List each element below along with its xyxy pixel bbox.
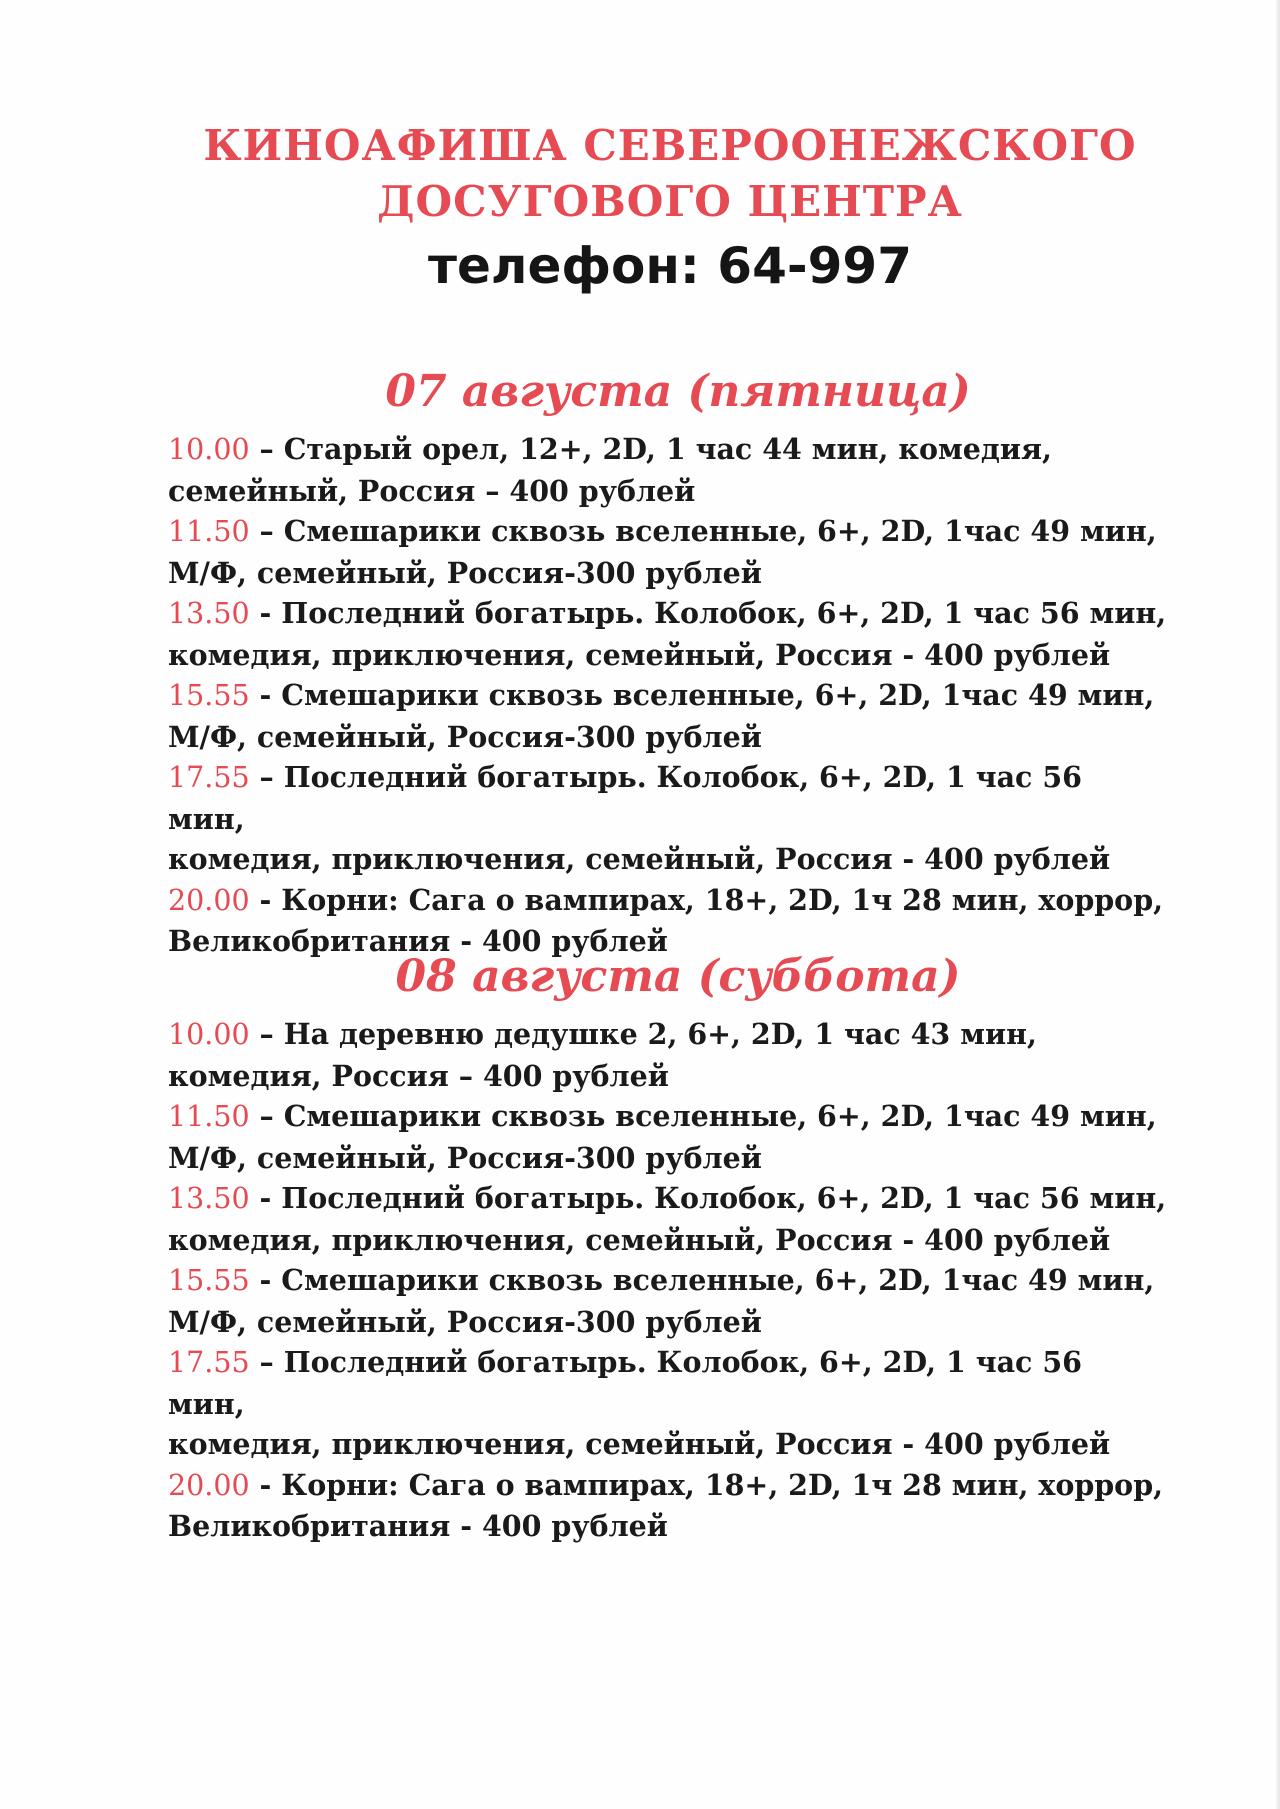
show-details-line1: Последний богатырь. Колобок, 6+, 2D, 1 час 56 мин, bbox=[168, 760, 1082, 836]
separator: – bbox=[249, 1345, 284, 1379]
poster-title-line-1: КИНОАФИША СЕВЕРООНЕЖСКОГО bbox=[203, 121, 1137, 170]
show-details-line2: комедия, приключения, семейный, Россия - 400 рублей bbox=[168, 1427, 1111, 1461]
show-details-line2: М/Ф, семейный, Россия-300 рублей bbox=[168, 1140, 762, 1175]
show-time: 10.00 bbox=[168, 1018, 250, 1051]
separator: – bbox=[249, 760, 284, 794]
show-details-line2: М/Ф, семейный, Россия-300 рублей bbox=[168, 719, 762, 754]
show-details-line1: На деревню дедушке 2, 6+, 2D, 1 час 43 мин, bbox=[283, 1017, 1037, 1051]
showtime-entry bbox=[168, 429, 1168, 511]
show-details-line2: комедия, приключения, семейный, Россия - 400 рублей bbox=[168, 842, 1111, 876]
separator: - bbox=[249, 678, 282, 712]
separator: – bbox=[249, 514, 284, 548]
day-schedule-1 bbox=[168, 363, 1168, 962]
show-time: 20.00 bbox=[168, 883, 250, 917]
show-time: 17.55 bbox=[168, 761, 250, 794]
show-time: 13.50 bbox=[168, 597, 250, 630]
show-details-line1: Старый орел, 12+, 2D, 1 час 44 мин, комедия, bbox=[283, 432, 1052, 466]
show-time: 17.55 bbox=[168, 1346, 250, 1379]
showtime-entry bbox=[168, 1342, 1168, 1465]
show-details-line1: Смешарики сквозь вселенные, 6+, 2D, 1час 49 мин, bbox=[281, 1263, 1155, 1297]
show-time: 15.55 bbox=[168, 679, 250, 712]
show-details-line1: Корни: Сага о вампирах, 18+, 2D, 1ч 28 мин, хоррор, bbox=[281, 1467, 1164, 1502]
show-details-line2: Великобритания - 400 рублей bbox=[168, 1509, 668, 1543]
show-details-line2: комедия, Россия – 400 рублей bbox=[168, 1058, 669, 1093]
showtime-entry bbox=[168, 1465, 1168, 1547]
poster-title-line-2: ДОСУГОВОГО ЦЕНТРА bbox=[377, 177, 963, 226]
separator: - bbox=[249, 1467, 282, 1502]
show-details-line1: Корни: Сага о вампирах, 18+, 2D, 1ч 28 мин, хоррор, bbox=[281, 882, 1164, 917]
day-schedule-2 bbox=[168, 948, 1168, 1547]
show-time: 20.00 bbox=[168, 1468, 250, 1502]
show-time: 10.00 bbox=[168, 433, 250, 466]
show-time: 15.55 bbox=[168, 1264, 250, 1297]
showtime-entry bbox=[168, 1260, 1168, 1342]
show-details-line1: Последний богатырь. Колобок, 6+, 2D, 1 час 56 мин, bbox=[168, 1345, 1082, 1421]
poster-header bbox=[0, 118, 1280, 300]
showtime-entry bbox=[168, 1178, 1168, 1260]
show-details-line2: М/Ф, семейный, Россия-300 рублей bbox=[168, 1304, 762, 1339]
show-details-line1: Последний богатырь. Колобок, 6+, 2D, 1 час 56 мин, bbox=[281, 1181, 1167, 1215]
showtime-entry bbox=[168, 593, 1168, 675]
show-details-line2: Великобритания - 400 рублей bbox=[168, 924, 668, 958]
show-details-line2: комедия, приключения, семейный, Россия - 400 рублей bbox=[168, 637, 1111, 672]
show-details-line1: Смешарики сквозь вселенные, 6+, 2D, 1час 49 мин, bbox=[283, 1099, 1157, 1133]
show-details-line1: Смешарики сквозь вселенные, 6+, 2D, 1час 49 мин, bbox=[281, 678, 1155, 712]
day-title: 07 августа (пятница) bbox=[385, 366, 971, 417]
phone-number: телефон: 64-997 bbox=[427, 237, 913, 295]
showtime-entry bbox=[168, 757, 1168, 880]
show-details-line1: Последний богатырь. Колобок, 6+, 2D, 1 час 56 мин, bbox=[281, 596, 1167, 630]
show-details-line2: М/Ф, семейный, Россия-300 рублей bbox=[168, 555, 762, 590]
showtime-entry bbox=[168, 1096, 1168, 1178]
showtime-entry bbox=[168, 511, 1168, 593]
separator: - bbox=[249, 1263, 282, 1297]
show-details-line2: семейный, Россия – 400 рублей bbox=[168, 473, 696, 508]
separator: - bbox=[249, 882, 282, 917]
separator: – bbox=[249, 432, 284, 466]
show-time: 11.50 bbox=[168, 1100, 250, 1133]
show-time: 13.50 bbox=[168, 1182, 250, 1215]
showtime-entry bbox=[168, 675, 1168, 757]
separator: - bbox=[249, 596, 282, 630]
separator: - bbox=[249, 1181, 282, 1215]
day-title: 08 августа (суббота) bbox=[395, 951, 961, 1002]
separator: – bbox=[249, 1017, 284, 1051]
show-time: 11.50 bbox=[168, 515, 250, 548]
showtime-entry bbox=[168, 1014, 1168, 1096]
show-details-line1: Смешарики сквозь вселенные, 6+, 2D, 1час 49 мин, bbox=[283, 514, 1157, 548]
separator: – bbox=[249, 1099, 284, 1133]
show-details-line2: комедия, приключения, семейный, Россия - 400 рублей bbox=[168, 1222, 1111, 1257]
